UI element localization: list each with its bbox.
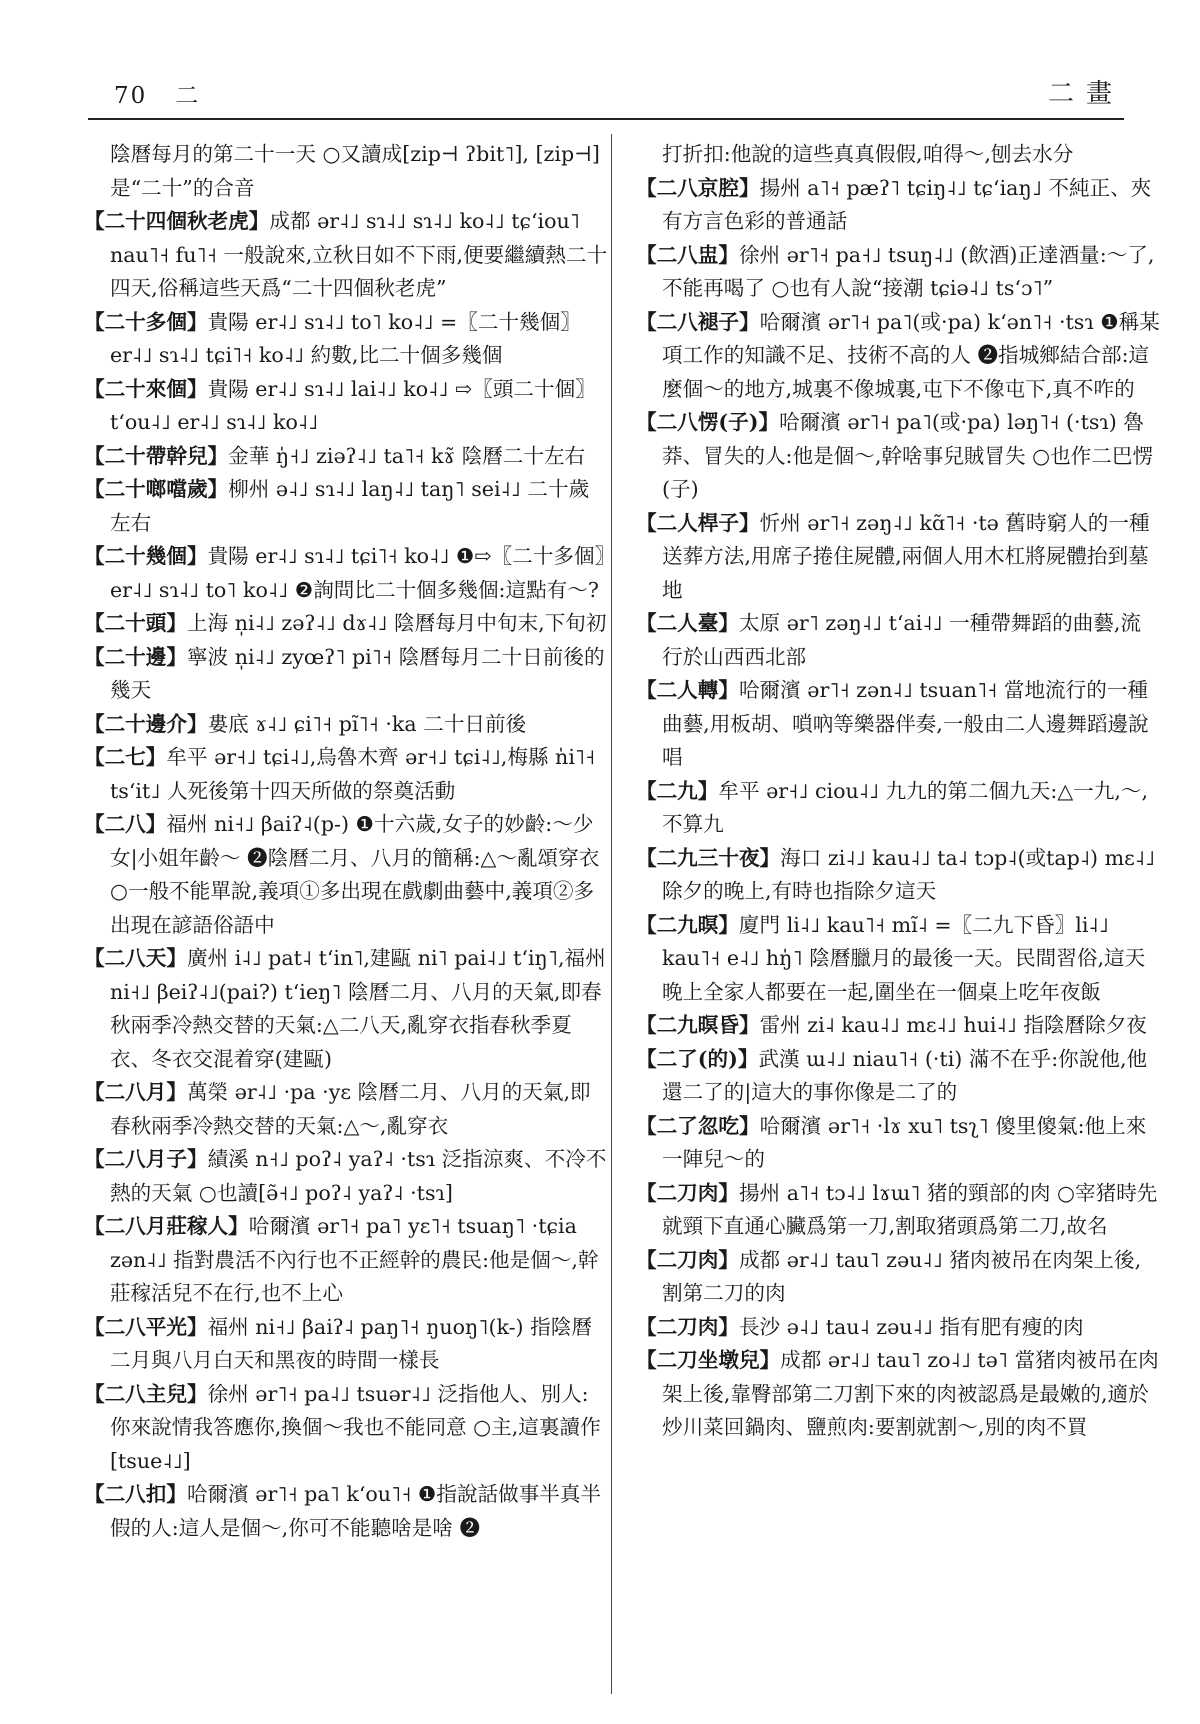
entry-definition: 打折扣:他說的這些真真假假,咱得～,刨去水分 [662, 142, 1074, 166]
dictionary-entry [84, 1143, 608, 1210]
entry-definition: 哈爾濱 ər˥˧ pa˥(或·pa) ləŋ˥˧ (·tsɿ) 魯莽、冒失的人:他是個～,幹啥事兒賊冒失 ○也作二巴愣(子) [662, 410, 1154, 501]
entry-definition: 太原 ər˥ zəŋ˨˩ tʻai˨˩ 一種帶舞蹈的曲藝,流行於山西西北部 [662, 611, 1142, 669]
dictionary-entry [84, 1478, 608, 1545]
entry-definition: 揚州 a˥˧ pæʔ˥ tɕiŋ˨˩ tɕʻiaŋ˩ 不純正、夾有方言色彩的普通話 [662, 175, 1152, 233]
dictionary-entry [636, 1311, 1160, 1345]
entry-headword: 【二九】 [636, 778, 719, 803]
entry-definition: 哈爾濱 ər˥˧ ·lɤ xu˥ tsʅ˥ 傻里傻氣:他上來一陣兒～的 [662, 1113, 1147, 1171]
dictionary-entry [636, 1177, 1160, 1244]
entry-headword: 【二七】 [84, 745, 167, 769]
header-radical: 二 [175, 83, 201, 109]
entry-headword: 【二十邊】 [84, 644, 187, 669]
entry-headword: 【二八愣(子)】 [636, 410, 780, 434]
entry-definition: 寧波 n̩i˨˩ zyœʔ˥ pi˥˧ 陰曆每月二十日前後的幾天 [110, 644, 605, 702]
dictionary-entry [636, 172, 1160, 239]
dictionary-entry [84, 1210, 608, 1311]
dictionary-entry [84, 473, 608, 540]
dictionary-entry [84, 741, 608, 808]
entry-definition: 哈爾濱 ər˥˧ pa˥(或·pa) kʻən˥˧ ·tsɿ ❶稱某項工作的知識不足、技術不高的人 ❷指城鄉結合部:這麼個～的地方,城裏不像城裏,屯下不像屯下,真不咋的 [662, 309, 1160, 401]
dictionary-entry [84, 1311, 608, 1378]
entry-headword: 【二八主兒】 [84, 1381, 208, 1406]
entry-definition: 柳州 ə˨˩ sɿ˨˩ laŋ˨˩ taŋ˥ sei˨˩ 二十歲左右 [110, 477, 590, 535]
dictionary-entry [84, 607, 608, 641]
dictionary-entry [636, 1043, 1160, 1110]
entry-definition: 武漢 ɯ˨˩ niau˥˧ (·ti) 滿不在乎:你說他,他還二了的|這大的事你像是二了的 [662, 1046, 1148, 1104]
entry-headword: 【二十來個】 [84, 376, 208, 401]
dictionary-entry [84, 1076, 608, 1143]
dictionary-entry [636, 909, 1160, 1010]
dictionary-entry [84, 373, 608, 440]
entry-definition: 廈門 li˨˩ kau˥˧ mĩ˨ =〖二九下昏〗li˨˩ kau˥˧ e˨˩ hŋ̍˥ 陰曆臘月的最後一天。民間習俗,這天晚上全家人都要在一起,圍坐在一個桌上吃年夜飯 [662, 912, 1146, 1004]
dictionary-entry [84, 942, 608, 1076]
entry-definition: 廣州 i˨˩ pat˨ tʻin˥,建甌 ni˥ pai˨˩ tʻiŋ˥,福州 ni˧˩ βeiʔ˨˩(pai?) tʻieŋ˥ 陰曆二月、八月的天氣,即春秋兩季冷熱交替的天氣:△二八天,亂穿衣指春秋季夏衣、冬衣交混着穿(建甌) [110, 946, 606, 1071]
dictionary-entry [636, 1009, 1160, 1043]
entry-headword: 【二九三十夜】 [636, 845, 781, 870]
page-number: 70 [114, 83, 148, 109]
entry-headword: 【二刀坐墩兒】 [636, 1348, 781, 1372]
dictionary-entry [84, 641, 608, 708]
entry-headword: 【二九暝】 [636, 912, 739, 937]
dictionary-entry [636, 406, 1160, 507]
entry-definition: 福州 ni˧˩ βaiʔ˨ paŋ˥˧ ŋuoŋ˥(k-) 指陰曆二月與八月白天和黑夜的時間一樣長 [110, 1314, 592, 1372]
entry-definition: 貴陽 er˨˩ sɿ˨˩ lai˨˩ ko˨˩ ⇨〖頭二十個〗tʻou˨˩ er˨˩ sɿ˨˩ ko˨˩ [110, 376, 596, 434]
entry-headword: 【二了(的)】 [636, 1046, 759, 1071]
entry-definition: 長沙 ə˨˩ tau˨ zəu˨˩ 指有肥有瘦的肉 [738, 1314, 1084, 1339]
dictionary-entry [636, 306, 1160, 407]
entry-headword: 【二刀肉】 [636, 1180, 739, 1205]
entry-headword: 【二八月】 [84, 1080, 187, 1104]
entry-headword: 【二八天】 [84, 946, 187, 970]
entry-continuation [636, 138, 1160, 172]
entry-definition: 福州 ni˧˩ βaiʔ˨(p-) ❶十六歲,女子的妙齡:～少女|小姐年齡～ ❷陰曆二月、八月的簡稱:△～亂頌穿衣 ○一般不能單說,義項①多出現在戲劇曲藝中,義項②多出現在諺語俗語中 [110, 812, 600, 937]
dictionary-entry [84, 440, 608, 474]
entry-definition: 成都 ər˨˩ tau˥ zəu˨˩ 猪肉被吊在肉架上後,割第二刀的肉 [662, 1247, 1142, 1305]
entry-headword: 【二十啷噹歲】 [84, 477, 229, 501]
dictionary-entry [84, 1378, 608, 1479]
dictionary-entry [84, 306, 608, 373]
dictionary-entry [84, 540, 608, 607]
entry-definition: 哈爾濱 ər˥˧ pa˥ yɛ˥˧ tsuaŋ˥ ·tɕia zən˨˩ 指對農活不內行也不正經幹的農民:他是個～,幹莊稼活兒不在行,也不上心 [110, 1214, 599, 1305]
entry-definition: 哈爾濱 ər˥˧ zən˨˩ tsuan˥˧ 當地流行的一種曲藝,用板胡、嗩吶等樂器伴奏,一般由二人邊舞蹈邊說唱 [662, 678, 1149, 769]
entry-definition: 徐州 ər˥˧ pa˨˩ tsuər˨˩ 泛指他人、別人:你來說情我答應你,換個～我也不能同意 ○主,這裏讀作[tsue˨˩] [110, 1381, 601, 1473]
entry-headword: 【二刀肉】 [636, 1247, 739, 1272]
entry-headword: 【二十帶幹兒】 [84, 443, 229, 468]
left-column [84, 138, 608, 1545]
right-column [636, 138, 1160, 1445]
entry-definition: 陰曆每月的第二十一天 ○又讀成[zip⊣ ʔbit˥], [zip⊣]是“二十”的合音 [110, 142, 600, 200]
entry-definition: 貴陽 er˨˩ sɿ˨˩ to˥ ko˨˩ =〖二十幾個〗er˨˩ sɿ˨˩ tɕi˥˧ ko˨˩ 約數,比二十個多幾個 [110, 309, 581, 367]
entry-definition: 上海 n̩i˨˩ zəʔ˨˩ dɤ˨˩ 陰曆每月中旬末,下旬初 [186, 611, 607, 635]
dictionary-entry [636, 1344, 1160, 1445]
header-left [114, 77, 200, 110]
entry-headword: 【二人臺】 [636, 611, 739, 635]
entry-definition: 揚州 a˥˧ tɔ˨˩ lɤɯ˥ 猪的頸部的肉 ○宰猪時先就頸下直通心臟爲第一刀,割取猪頭爲第二刀,故名 [662, 1180, 1158, 1238]
entry-headword: 【二十邊介】 [84, 711, 208, 736]
dictionary-entry [636, 1244, 1160, 1311]
entry-headword: 【二人桿子】 [636, 510, 760, 535]
entry-definition: 牟平 ər˧˩ tɕi˨˩,烏魯木齊 ər˧˩ tɕi˨˩,梅縣 n̍i˥˧ tsʻit˩ 人死後第十四天所做的祭奠活動 [110, 745, 596, 803]
dictionary-entry [84, 708, 608, 742]
entry-definition: 貴陽 er˨˩ sɿ˨˩ tɕi˥˧ ko˨˩ ❶⇨〖二十多個〗er˨˩ sɿ˨˩ to˥ ko˨˩ ❷詢問比二十個多幾個:這點有～? [110, 544, 605, 602]
entry-headword: 【二刀肉】 [636, 1314, 739, 1339]
dictionary-entry [636, 674, 1160, 775]
entry-headword: 【二八褪子】 [636, 309, 760, 334]
entry-definition: 萬榮 ər˨˩ ·pa ·yɛ 陰曆二月、八月的天氣,即春秋兩季冷熱交替的天氣:△～,亂穿衣 [110, 1080, 591, 1138]
entry-headword: 【二八】 [84, 812, 167, 836]
entry-definition: 金華 ŋ̍˧˩ ziəʔ˨˩ ta˥˧ kɤ̃ 陰曆二十左右 [228, 443, 586, 468]
entry-headword: 【二八月子】 [84, 1147, 208, 1171]
entry-definition: 徐州 ər˥˧ pa˧˩ tsuŋ˨˩ (飲酒)正達酒量:～了,不能再喝了 ○也有人說“接潮 tɕiə˨˩ tsʻɔ˥” [662, 242, 1155, 300]
dictionary-entry [84, 205, 608, 306]
dictionary-entry [636, 775, 1160, 842]
header-section: 二畫 [1047, 79, 1124, 109]
entry-headword: 【二九暝昏】 [636, 1013, 760, 1037]
page-header [88, 72, 1124, 120]
dictionary-entry [636, 842, 1160, 909]
dictionary-entry [636, 239, 1160, 306]
entry-headword: 【二八京腔】 [636, 175, 760, 200]
dictionary-entry [636, 1110, 1160, 1177]
entry-definition: 忻州 ər˥˧ zəŋ˨˩ kɑ̃˥˧ ·tə 舊時窮人的一種送葬方法,用席子捲住屍體,兩個人用木杠將屍體抬到墓地 [662, 510, 1150, 602]
entry-definition: 成都 ər˨˩ tau˥ zo˨˩ tə˥ 當猪肉被吊在肉架上後,靠臀部第二刀割下來的肉被認爲是最嫩的,適於炒川菜回鍋肉、鹽煎肉:要割就割～,別的肉不買 [662, 1348, 1159, 1439]
entry-headword: 【二八月莊稼人】 [84, 1214, 249, 1238]
entry-definition: 海口 zi˨˩ kau˨˩ ta˨ tɔp˨(或tap˨) mɛ˨˩ 除夕的晚上,有時也指除夕這天 [662, 845, 1156, 903]
entry-headword: 【二十幾個】 [84, 544, 208, 568]
entry-headword: 【二十四個秋老虎】 [84, 209, 270, 233]
entry-definition: 雷州 zi˨ kau˨˩ mɛ˨˩ hui˨˩ 指陰曆除夕夜 [759, 1013, 1147, 1037]
entry-headword: 【二十多個】 [84, 309, 208, 334]
entry-definition: 績溪 n˧˩ poʔ˨ yaʔ˨ ·tsɿ 泛指涼爽、不冷不熱的天氣 ○也讀[ə̃˧˩ poʔ˨ yaʔ˨ ·tsɿ] [110, 1147, 607, 1205]
entry-headword: 【二八盅】 [636, 242, 739, 267]
entry-headword: 【二八扣】 [84, 1482, 187, 1506]
dictionary-entry [84, 808, 608, 942]
entry-definition: 婁底 ɤ˨˩ ɕi˥˧ pĩ˥˧ ·ka 二十日前後 [207, 711, 527, 736]
entry-headword: 【二八平光】 [84, 1314, 208, 1339]
entry-continuation [84, 138, 608, 205]
entry-headword: 【二了忽吃】 [636, 1113, 760, 1138]
entry-definition: 哈爾濱 ər˥˧ pa˥ kʻou˥˧ ❶指說話做事半真半假的人:這人是個～,你可不能聽啥是啥 ❷ [110, 1482, 602, 1540]
dictionary-entry [636, 607, 1160, 674]
entry-headword: 【二人轉】 [636, 678, 739, 702]
entry-headword: 【二十頭】 [84, 611, 187, 635]
dictionary-entry [636, 507, 1160, 608]
entry-definition: 牟平 ər˧˩ ciou˨˩ 九九的第二個九天:△一九,～,不算九 [662, 778, 1149, 836]
entry-definition: 成都 ər˨˩ sɿ˨˩ sɿ˨˩ ko˨˩ tɕʻiou˥ nau˥˧ fu˥˧ 一般說來,立秋日如不下雨,便要繼續熱二十四天,俗稱這些天爲“二十四個秋老虎” [110, 209, 608, 300]
column-divider [611, 134, 612, 1694]
